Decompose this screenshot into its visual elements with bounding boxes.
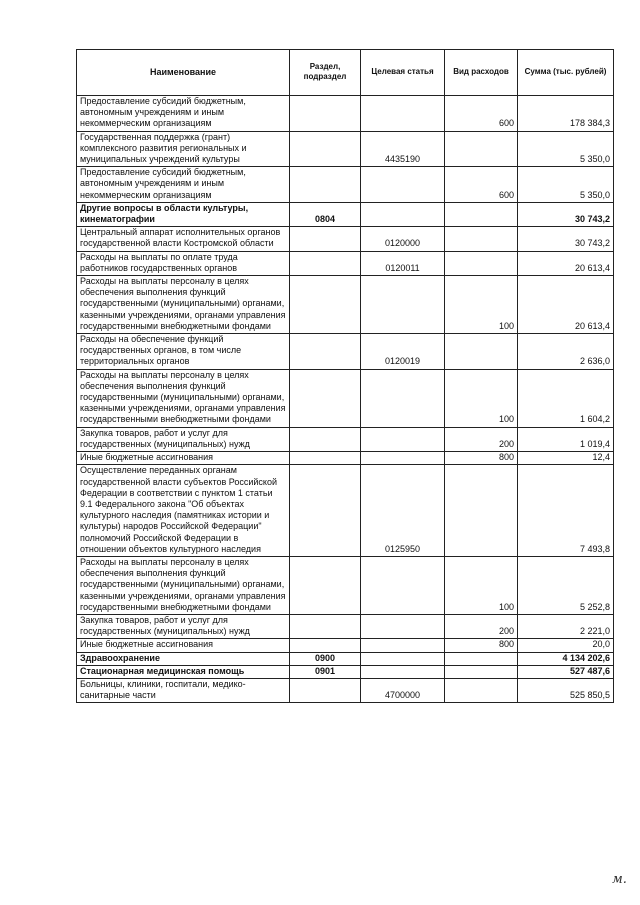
cell-sum: 2 636,0	[518, 334, 614, 370]
table-row	[77, 639, 614, 652]
cell-sum: 527 487,6	[518, 665, 614, 678]
cell-sum: 7 493,8	[518, 465, 614, 557]
cell-name: Закупка товаров, работ и услуг для государственных (муниципальных) нужд	[77, 614, 290, 638]
cell-name: Государственная поддержка (грант) комплексного развития региональных и муниципальных учреждений культуры	[77, 131, 290, 167]
cell-vid: 800	[445, 639, 518, 652]
cell-section	[290, 227, 361, 251]
cell-article: 0120011	[361, 251, 445, 275]
cell-section	[290, 452, 361, 465]
cell-article	[361, 202, 445, 226]
table-row	[77, 334, 614, 370]
cell-vid: 800	[445, 452, 518, 465]
cell-article	[361, 452, 445, 465]
cell-vid	[445, 678, 518, 702]
cell-section	[290, 639, 361, 652]
cell-name: Иные бюджетные ассигнования	[77, 452, 290, 465]
cell-name: Осуществление переданных органам государственной власти субъектов Российской Федерации в соответствии с пунктом 1 статьи 9.1 Федерального закона "Об объектах культурного наследия (памятниках истории и культуры) народов Российской Федерации" полномочий Российской Федерации в отношении объектов культурного наследия	[77, 465, 290, 557]
cell-section	[290, 427, 361, 451]
cell-article: 4435190	[361, 131, 445, 167]
cell-vid: 200	[445, 614, 518, 638]
cell-section: 0900	[290, 652, 361, 665]
table-row	[77, 678, 614, 702]
table-row	[77, 465, 614, 557]
cell-article	[361, 427, 445, 451]
cell-vid: 600	[445, 96, 518, 132]
cell-sum: 5 350,0	[518, 167, 614, 203]
cell-sum: 178 384,3	[518, 96, 614, 132]
cell-section: 0804	[290, 202, 361, 226]
cell-vid: 200	[445, 427, 518, 451]
cell-article	[361, 96, 445, 132]
cell-sum: 5 350,0	[518, 131, 614, 167]
cell-sum: 20,0	[518, 639, 614, 652]
cell-section	[290, 334, 361, 370]
cell-name: Расходы на выплаты персоналу в целях обеспечения выполнения функций государственными (муниципальными) органами, казенными учреждениями, органами управления государственными внебюджетными фондами	[77, 369, 290, 427]
cell-article	[361, 639, 445, 652]
cell-name: Расходы на обеспечение функций государственных органов, в том числе территориальных органов	[77, 334, 290, 370]
cell-sum: 30 743,2	[518, 227, 614, 251]
cell-vid	[445, 665, 518, 678]
cell-section	[290, 465, 361, 557]
table-row	[77, 452, 614, 465]
corner-mark: м.	[612, 872, 627, 887]
cell-name: Иные бюджетные ассигнования	[77, 639, 290, 652]
cell-name: Больницы, клиники, госпитали, медико-санитарные части	[77, 678, 290, 702]
cell-vid	[445, 251, 518, 275]
cell-section	[290, 96, 361, 132]
table-row	[77, 556, 614, 614]
cell-name: Стационарная медицинская помощь	[77, 665, 290, 678]
header-name: Наименование	[77, 50, 290, 96]
cell-sum: 525 850,5	[518, 678, 614, 702]
cell-article	[361, 167, 445, 203]
table-row	[77, 167, 614, 203]
cell-article	[361, 556, 445, 614]
cell-article: 0120000	[361, 227, 445, 251]
cell-section	[290, 276, 361, 334]
cell-name: Расходы на выплаты по оплате труда работников государственных органов	[77, 251, 290, 275]
cell-section	[290, 678, 361, 702]
cell-sum: 5 252,8	[518, 556, 614, 614]
budget-table	[76, 49, 614, 703]
cell-vid	[445, 131, 518, 167]
table-row	[77, 665, 614, 678]
cell-article	[361, 652, 445, 665]
cell-name: Предоставление субсидий бюджетным, автономным учреждениям и иным некоммерческим организациям	[77, 96, 290, 132]
cell-name: Центральный аппарат исполнительных органов государственной власти Костромской области	[77, 227, 290, 251]
cell-section	[290, 369, 361, 427]
header-vid: Вид расходов	[445, 50, 518, 96]
table-body	[77, 96, 614, 703]
header-sum: Сумма (тыс. рублей)	[518, 50, 614, 96]
table-row	[77, 227, 614, 251]
cell-name: Расходы на выплаты персоналу в целях обеспечения выполнения функций государственными (муниципальными) органами, казенными учреждениями, органами управления государственными внебюджетными фондами	[77, 556, 290, 614]
cell-vid: 100	[445, 369, 518, 427]
cell-section	[290, 131, 361, 167]
cell-name: Здравоохранение	[77, 652, 290, 665]
cell-section	[290, 251, 361, 275]
cell-article: 4700000	[361, 678, 445, 702]
cell-section	[290, 614, 361, 638]
cell-vid	[445, 227, 518, 251]
cell-sum: 2 221,0	[518, 614, 614, 638]
cell-sum: 12,4	[518, 452, 614, 465]
cell-section	[290, 556, 361, 614]
table-header-row	[77, 50, 614, 96]
header-section: Раздел, подраздел	[290, 50, 361, 96]
cell-section	[290, 167, 361, 203]
table-row	[77, 276, 614, 334]
cell-sum: 20 613,4	[518, 251, 614, 275]
table-row	[77, 251, 614, 275]
table-row	[77, 131, 614, 167]
cell-sum: 30 743,2	[518, 202, 614, 226]
cell-sum: 20 613,4	[518, 276, 614, 334]
cell-section: 0901	[290, 665, 361, 678]
table-row	[77, 202, 614, 226]
cell-vid	[445, 652, 518, 665]
header-article: Целевая статья	[361, 50, 445, 96]
table-row	[77, 369, 614, 427]
table-row	[77, 614, 614, 638]
cell-sum: 1 604,2	[518, 369, 614, 427]
table-row	[77, 427, 614, 451]
cell-article	[361, 276, 445, 334]
cell-sum: 4 134 202,6	[518, 652, 614, 665]
cell-vid: 100	[445, 556, 518, 614]
cell-article: 0120019	[361, 334, 445, 370]
cell-article	[361, 614, 445, 638]
cell-article	[361, 369, 445, 427]
cell-name: Другие вопросы в области культуры, кинематографии	[77, 202, 290, 226]
cell-vid: 100	[445, 276, 518, 334]
cell-article: 0125950	[361, 465, 445, 557]
table-row	[77, 96, 614, 132]
cell-article	[361, 665, 445, 678]
cell-vid	[445, 202, 518, 226]
table-row	[77, 652, 614, 665]
cell-name: Расходы на выплаты персоналу в целях обеспечения выполнения функций государственными (муниципальными) органами, казенными учреждениями, органами управления государственными внебюджетными фондами	[77, 276, 290, 334]
cell-vid: 600	[445, 167, 518, 203]
cell-name: Предоставление субсидий бюджетным, автономным учреждениям и иным некоммерческим организациям	[77, 167, 290, 203]
cell-vid	[445, 334, 518, 370]
cell-sum: 1 019,4	[518, 427, 614, 451]
cell-name: Закупка товаров, работ и услуг для государственных (муниципальных) нужд	[77, 427, 290, 451]
cell-vid	[445, 465, 518, 557]
